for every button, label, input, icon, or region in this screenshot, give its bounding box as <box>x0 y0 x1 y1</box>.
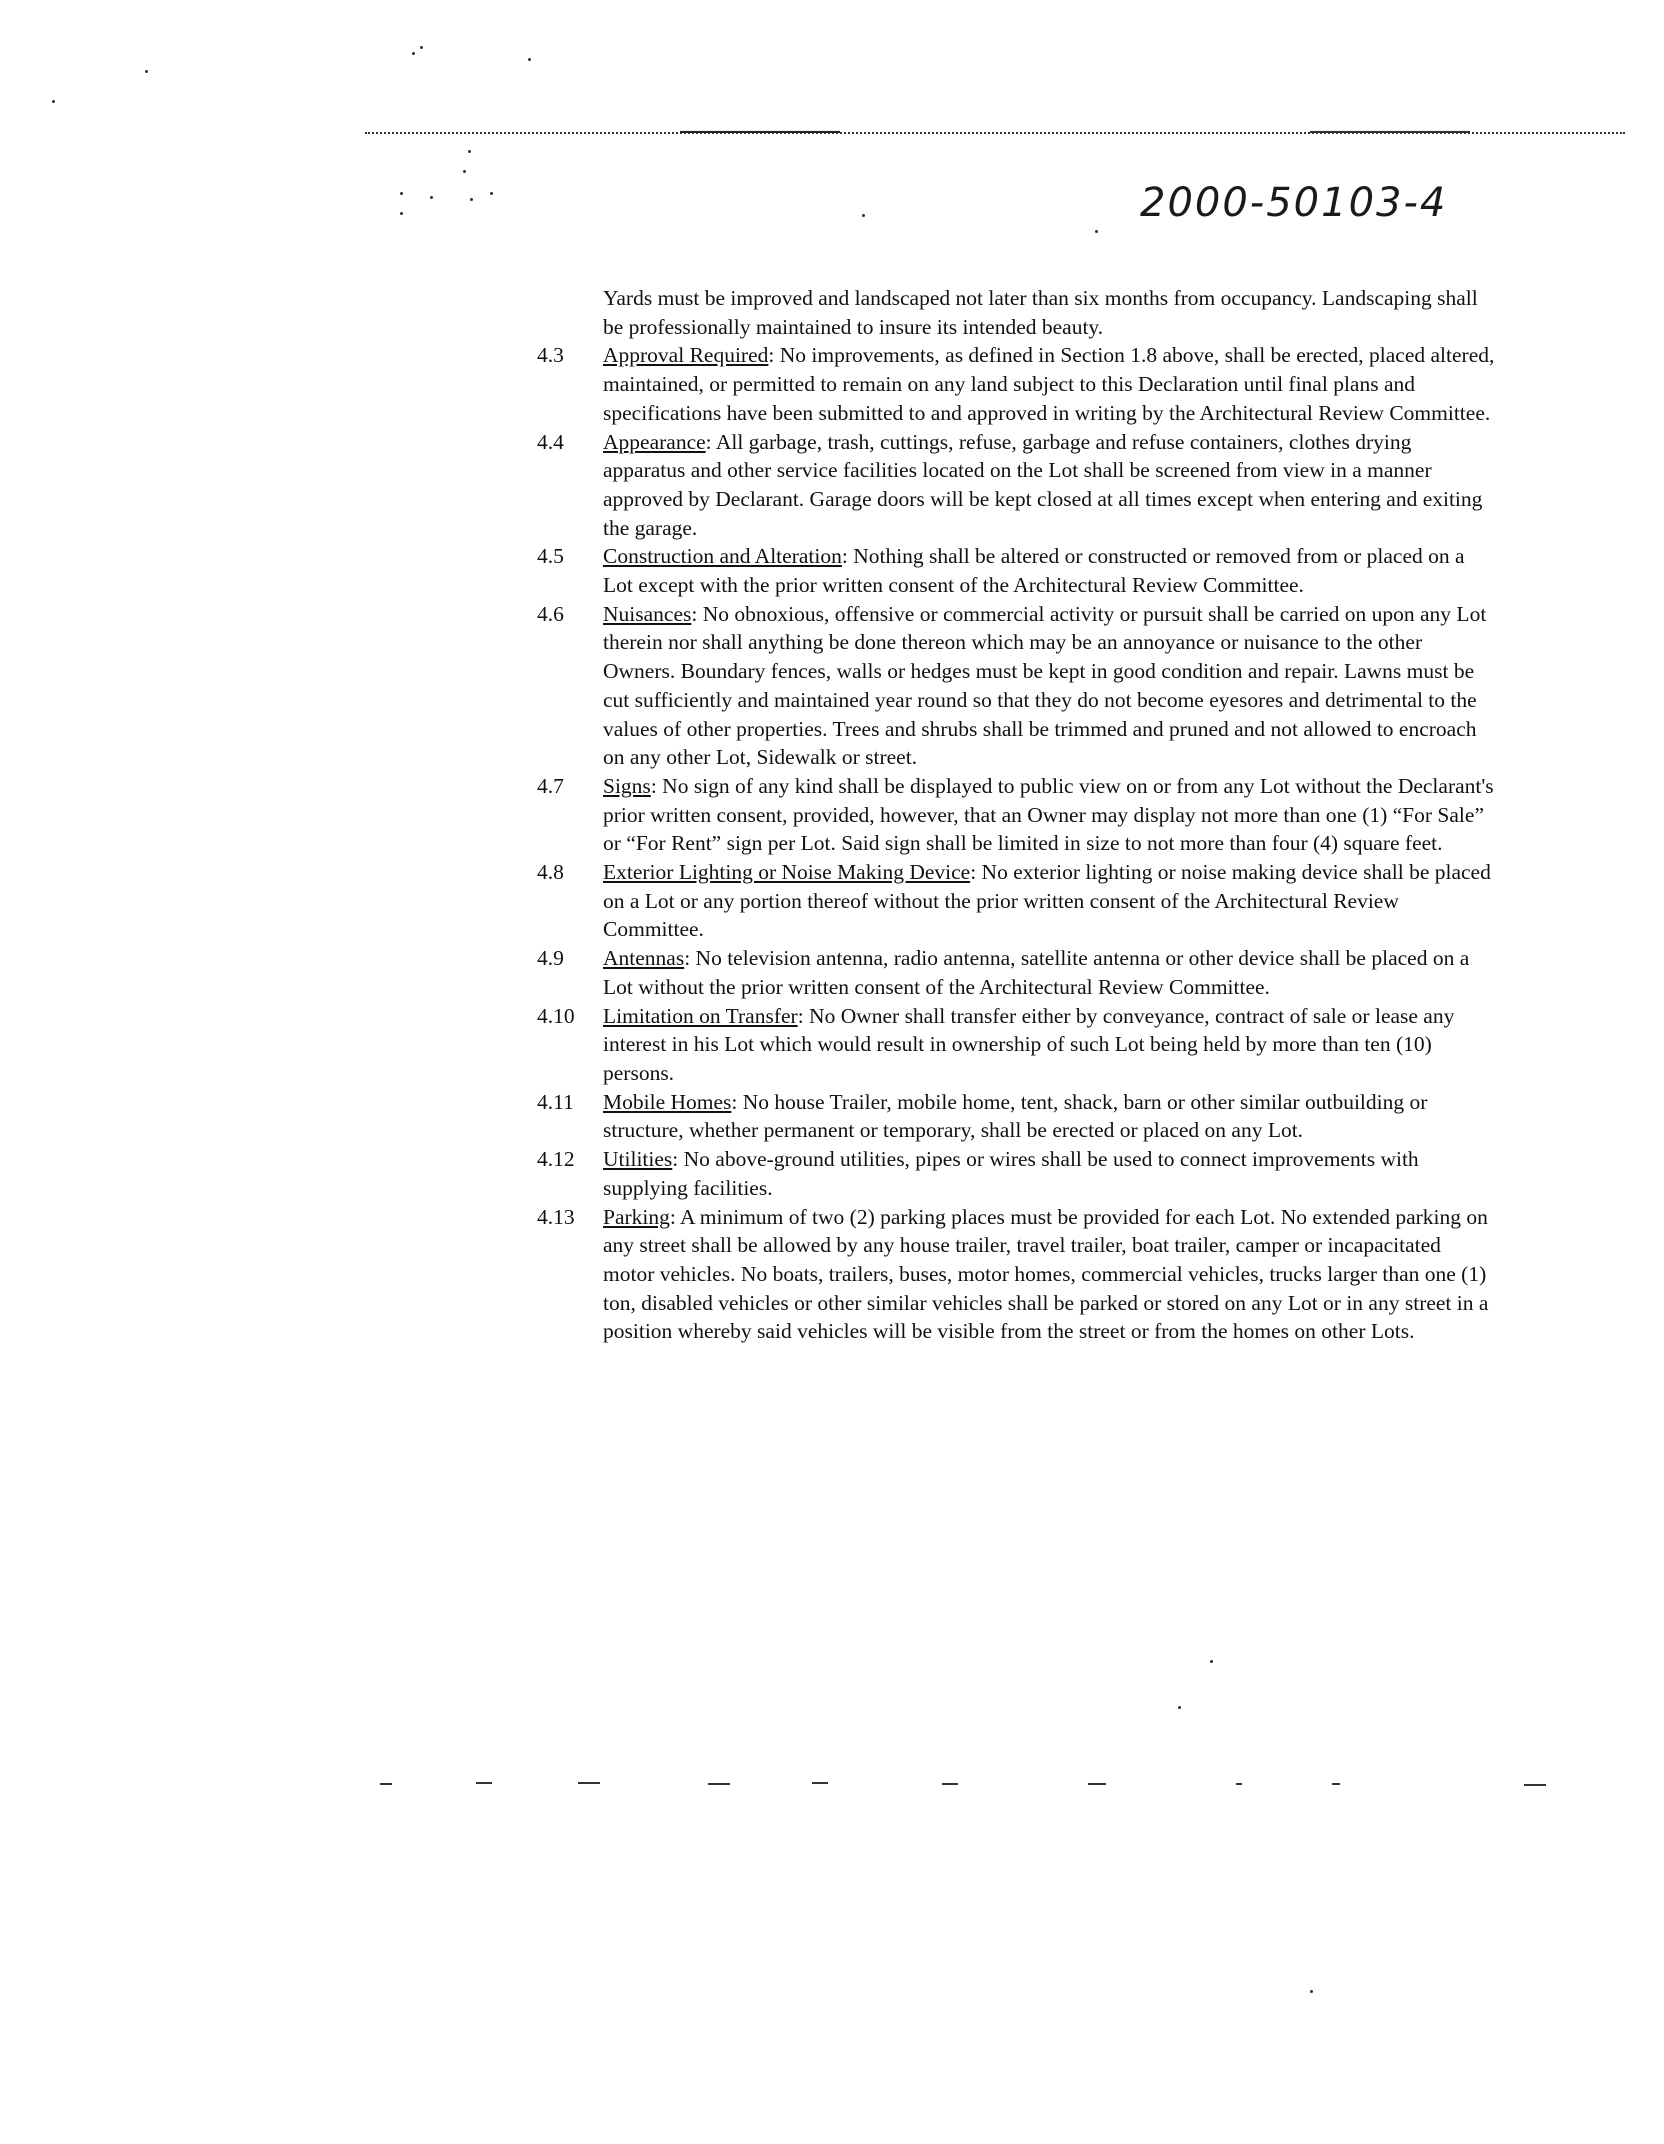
section-number: 4.7 <box>537 773 564 798</box>
scan-artifact-dot <box>430 196 433 199</box>
section-heading: Approval Required <box>603 343 769 368</box>
section-text: : No improvements, as defined in Section 1.8 above, shall be erected, placed altered, maintained, or permitted to remain on any land subject to this Declaration until final plans and specifications have been submitted to and approved in writing by the Architectural Review Committee. <box>603 343 1495 425</box>
scan-artifact-dot <box>400 192 403 195</box>
section-number: 4.5 <box>537 544 564 569</box>
scan-artifact-dot <box>528 58 531 61</box>
section-item <box>537 600 1497 772</box>
section-body <box>603 1145 1497 1202</box>
section-number: 4.4 <box>537 429 564 454</box>
scan-artifact-line <box>1310 131 1470 133</box>
section-text: : Nothing shall be altered or constructed or removed from or placed on a Lot except with the prior written consent of the Architectural Review Committee. <box>603 544 1465 598</box>
scan-artifact-dot <box>463 170 466 173</box>
scan-artifact-dot <box>52 100 55 103</box>
scan-artifact-dot <box>470 198 473 201</box>
section-number: 4.12 <box>537 1147 575 1172</box>
section-heading: Nuisances <box>603 601 692 626</box>
scan-artifact-dot <box>1210 1660 1213 1663</box>
section-body <box>603 428 1497 543</box>
scan-artifact-dash <box>708 1783 730 1785</box>
scan-artifact-dash <box>476 1782 492 1784</box>
section-number: 4.9 <box>537 946 564 971</box>
section-text: : No house Trailer, mobile home, tent, shack, barn or other similar outbuilding or structure, whether permanent or temporary, shall be erected or placed on any Lot. <box>603 1089 1428 1143</box>
section-number: 4.8 <box>537 860 564 885</box>
scan-artifact-line <box>680 131 840 133</box>
section-body <box>603 858 1497 944</box>
section-item <box>537 428 1497 543</box>
section-number: 4.10 <box>537 1003 575 1028</box>
section-body <box>603 542 1497 599</box>
scan-artifact-dash <box>1524 1784 1546 1786</box>
section-heading: Mobile Homes <box>603 1089 732 1114</box>
scan-artifact-dot <box>420 46 423 49</box>
section-body <box>603 944 1497 1001</box>
section-heading: Utilities <box>603 1147 673 1172</box>
section-text: : All garbage, trash, cuttings, refuse, garbage and refuse containers, clothes drying apparatus and other service facilities located on the Lot shall be screened from view in a manner approved by Declarant. Garage doors will be kept closed at all times except when entering and exiting the garage. <box>603 429 1483 540</box>
section-text: : No television antenna, radio antenna, satellite antenna or other device shall be placed on a Lot without the prior written consent of the Architectural Review Committee. <box>603 946 1470 999</box>
document-body <box>537 284 1497 1346</box>
section-text: : A minimum of two (2) parking places must be provided for each Lot. No extended parking on any street shall be allowed by any house trailer, travel trailer, boat trailer, camper or incapacitated motor vehicles. No boats, trailers, buses, motor homes, commercial vehicles, trucks larger than one (1) ton, disabled vehicles or other similar vehicles shall be parked or stored on any Lot or in any street in a position whereby said vehicles will be visible from the street or from the homes on other Lots. <box>603 1204 1489 1344</box>
section-text: : No Owner shall transfer either by conveyance, contract of sale or lease any interest in his Lot which would result in ownership of such Lot being held by more than ten (10) persons. <box>603 1003 1455 1085</box>
section-item <box>537 944 1497 1001</box>
section-item <box>537 1145 1497 1202</box>
section-number: 4.11 <box>537 1089 574 1114</box>
scan-artifact-dash <box>380 1783 392 1785</box>
section-body <box>603 772 1497 858</box>
section-body <box>603 1203 1497 1347</box>
section-heading: Antennas <box>603 946 685 971</box>
section-item <box>537 1088 1497 1145</box>
section-number: 4.13 <box>537 1204 575 1229</box>
section-item <box>537 341 1497 427</box>
scan-artifact-dot <box>412 52 415 55</box>
section-number: 4.3 <box>537 343 564 368</box>
scan-artifact-dash <box>1236 1783 1242 1785</box>
scan-artifact-dot <box>490 192 493 195</box>
scan-artifact-dot <box>1178 1706 1181 1709</box>
sections-list <box>537 341 1497 1346</box>
section-heading: Limitation on Transfer <box>603 1003 798 1028</box>
section-heading: Signs <box>603 773 651 798</box>
section-item <box>537 772 1497 858</box>
lead-paragraph: Yards must be improved and landscaped not later than six months from occupancy. Landscaping shall be professionally maintained to insure its intended beauty. <box>603 286 1478 339</box>
scan-artifact-dot <box>468 150 471 153</box>
section-text: : No above-ground utilities, pipes or wires shall be used to connect improvements with supplying facilities. <box>603 1147 1419 1200</box>
scan-artifact-dash <box>812 1782 828 1784</box>
section-heading: Appearance <box>603 429 706 454</box>
section-text: : No obnoxious, offensive or commercial activity or pursuit shall be carried on upon any Lot therein nor shall anything be done thereon which may be an annoyance or nuisance to the other Owners. Boundary fences, walls or hedges must be kept in good condition and repair. Lawns must be cut sufficiently and maintained year round so that they do not become eyesores and detrimental to the values of other properties. Trees and shrubs shall be trimmed and pruned and not allowed to encroach on any other Lot, Sidewalk or street. <box>603 601 1487 770</box>
scan-artifact-dot <box>145 70 148 73</box>
scan-artifact-dash <box>1088 1783 1106 1785</box>
section-heading: Exterior Lighting or Noise Making Device <box>603 860 971 885</box>
scan-artifact-dash <box>942 1783 958 1785</box>
section-text: : No sign of any kind shall be displayed to public view on or from any Lot without the Declarant's prior written consent, provided, however, that an Owner may display not more than one (1) “For Sale” or “For Rent” sign per Lot. Said sign shall be limited in size to not more than four (4) square feet. <box>603 773 1494 856</box>
section-heading: Construction and Alteration <box>603 544 842 569</box>
scan-artifact-dash <box>1332 1783 1340 1785</box>
section-item <box>537 1002 1497 1088</box>
section-item <box>537 1203 1497 1347</box>
scan-artifact-dash <box>578 1782 600 1784</box>
scan-artifact-dot <box>862 214 865 217</box>
section-text: : No exterior lighting or noise making device shall be placed on a Lot or any portion thereof without the prior written consent of the Architectural Review Committee. <box>603 860 1491 942</box>
scan-artifact-dot <box>1310 1990 1313 1993</box>
document-number: 2000-50103-4 <box>1140 180 1448 226</box>
section-number: 4.6 <box>537 601 564 626</box>
section-body <box>603 1002 1497 1088</box>
scan-artifact-dot <box>1095 230 1098 233</box>
section-item <box>537 858 1497 944</box>
section-body <box>603 341 1497 427</box>
scan-artifact-dot <box>400 212 403 215</box>
section-body <box>603 600 1497 772</box>
section-heading: Parking <box>603 1204 670 1229</box>
section-item <box>537 542 1497 599</box>
section-body <box>603 1088 1497 1145</box>
